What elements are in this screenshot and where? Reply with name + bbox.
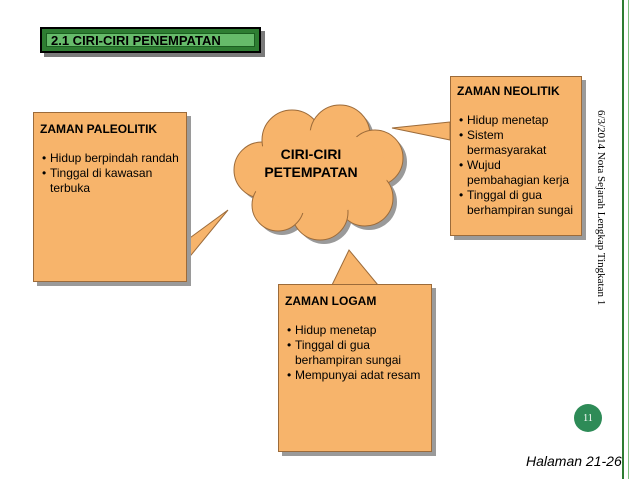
cloud-label-line2: PETEMPATAN: [264, 163, 358, 180]
paleolitik-heading: ZAMAN PALEOLITIK: [40, 122, 158, 136]
page-reference: Halaman 21-26: [526, 453, 622, 469]
logam-pointer: [332, 250, 378, 285]
list-item: • Tinggal di gua berhampiran sungai: [459, 188, 574, 217]
list-item: • Hidup menetap: [459, 113, 549, 127]
sidebar-footer-text: 6/3/2014 Nota Sejarah Lengkap Tingkatan 1: [595, 110, 607, 306]
neolitik-list: [457, 113, 575, 218]
cloud-label-line1: CIRI-CIRI: [280, 146, 342, 162]
list-item: • Mempunyai adat resam: [287, 368, 421, 382]
neolitik-heading: ZAMAN NEOLITIK: [457, 84, 560, 98]
list-item: • Hidup menetap: [287, 323, 377, 337]
cloud-label: [241, 146, 381, 181]
page-number: 11: [574, 404, 602, 432]
neolitik-callout: [450, 76, 582, 236]
page-title: 2.1 CIRI-CIRI PENEMPATAN: [46, 33, 255, 47]
list-item: • Tinggal di gua berhampiran sungai: [287, 338, 402, 367]
logam-callout: [278, 284, 432, 452]
logam-heading: ZAMAN LOGAM: [285, 294, 377, 308]
paleolitik-callout: [33, 112, 187, 282]
logam-list: [285, 323, 425, 383]
list-item: • Wujud pembahagian kerja: [459, 158, 570, 187]
list-item: • Sistem bermasyarakat: [459, 128, 547, 157]
list-item: • Hidup berpindah randah: [42, 151, 179, 165]
paleolitik-list: [40, 151, 180, 196]
list-item: • Tinggal di kawasan terbuka: [42, 166, 153, 195]
neolitik-pointer: [392, 122, 450, 140]
